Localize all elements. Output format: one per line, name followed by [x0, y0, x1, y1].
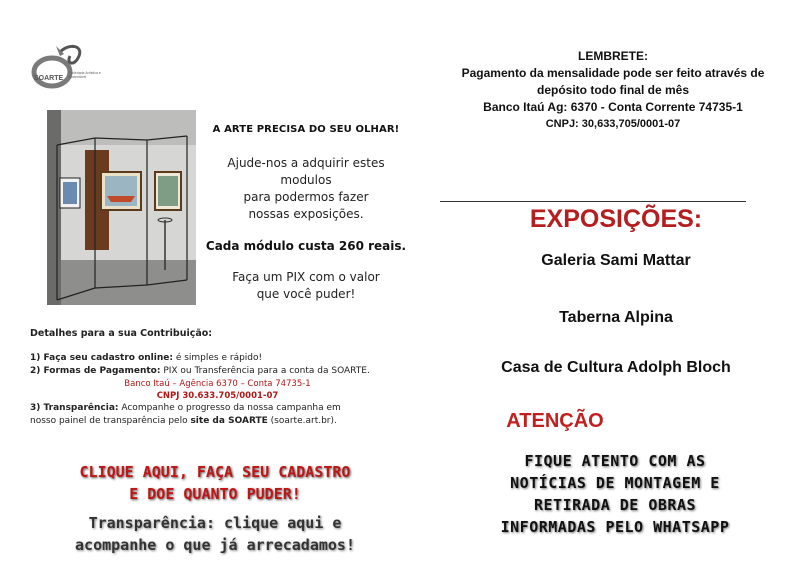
promo-block — [202, 124, 410, 303]
reminder-cnpj: CNPJ: 30,633,705/0001-07 — [545, 118, 681, 130]
reminder-line: depósito todo final de mês — [536, 83, 689, 97]
transparency-line[interactable]: acompanhe o que já arrecadamos! — [75, 536, 355, 554]
promo-line: nossas exposições. — [248, 207, 364, 221]
item-text: Acompanhe o progresso da nossa campanha em — [118, 403, 341, 413]
attention-title: ATENÇÃO — [506, 410, 604, 432]
soarte-site-link[interactable]: site da SOARTE — [190, 416, 268, 426]
bank-account-line: Banco Itaú – Agência 6370 – Conta 74735-1 — [124, 379, 311, 389]
details-item-transparency — [30, 402, 405, 415]
item-text: é simples e rápido! — [172, 353, 263, 363]
item-label: 2) Formas de Pagamento: — [30, 366, 161, 376]
item-text: PIX ou Transferência para a conta da SOARTE. — [160, 366, 370, 376]
venue-item: Casa de Cultura Adolph Bloch — [501, 359, 731, 376]
reminder-block — [430, 48, 796, 133]
promo-headline: A ARTE PRECISA DO SEU OLHAR! — [212, 124, 400, 135]
divider — [440, 201, 746, 202]
soarte-logo — [30, 42, 108, 98]
logo-wordmark: SOARTE — [34, 75, 64, 82]
pix-line: Faça um PIX com o valor — [232, 270, 380, 284]
cta-line[interactable]: E DOE QUANTO PUDER! — [129, 485, 301, 503]
details-item-transparency-cont — [30, 415, 405, 428]
promo-line: Ajude-nos a adquirir estes modulos — [227, 156, 385, 187]
venue-item: Taberna Alpina — [559, 309, 673, 326]
transparency-line[interactable]: Transparência: clique aqui e — [88, 514, 342, 532]
register-donate-link[interactable] — [30, 461, 400, 505]
details-title: Detalhes para a sua Contribuição: — [30, 328, 213, 339]
details-item-payment — [30, 365, 405, 378]
venue-item: Galeria Sami Mattar — [541, 252, 691, 269]
reminder-title: LEMBRETE: — [578, 49, 648, 63]
cta-line[interactable]: CLIQUE AQUI, FAÇA SEU CADASTRO — [79, 463, 351, 481]
pix-line: que você puder! — [256, 287, 356, 301]
promo-line: para podermos fazer — [243, 190, 369, 204]
notice-line: INFORMADAS PELO WHATSAPP — [500, 518, 730, 536]
exhibitions-title: EXPOSIÇÕES: — [529, 205, 703, 233]
modules-photo — [47, 110, 196, 305]
item-label: 1) Faça seu cadastro online: — [30, 353, 173, 363]
soarte-url: (soarte.art.br). — [267, 416, 337, 426]
notice-line: NOTÍCIAS DE MONTAGEM E — [510, 474, 720, 492]
transparency-link[interactable] — [30, 512, 400, 556]
logo-swoosh-icon — [30, 42, 108, 98]
item-label: 3) Transparência: — [30, 403, 119, 413]
reminder-line: Banco Itaú Ag: 6370 - Conta Corrente 74735-1 — [483, 100, 743, 114]
logo-subtext: Sociedade Artística e Sustentável — [68, 71, 101, 79]
notice-line: FIQUE ATENTO COM AS — [524, 452, 706, 470]
contribution-details — [30, 327, 405, 428]
cnpj-line: CNPJ 30.633.705/0001-07 — [156, 391, 279, 401]
reminder-line: Pagamento da mensalidade pode ser feito através de — [461, 66, 765, 80]
item-text: nosso painel de transparência pelo — [30, 416, 191, 426]
module-price: Cada módulo custa 260 reais. — [205, 239, 407, 253]
details-item-register — [30, 352, 405, 365]
notice-line: RETIRADA DE OBRAS — [533, 496, 697, 514]
whatsapp-notice — [430, 450, 800, 538]
